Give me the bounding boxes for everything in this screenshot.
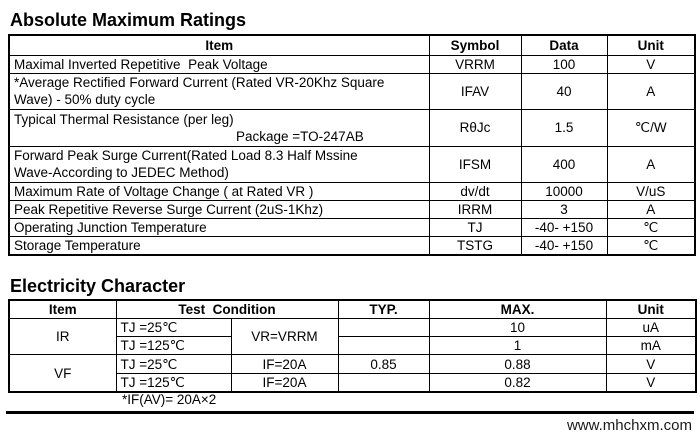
cell-typ <box>338 374 429 393</box>
cell-item: Maximal Inverted Repetitive Peak Voltage <box>9 55 429 73</box>
cell-data: -40- +150 <box>521 218 607 236</box>
section-title-electricity-character: Electricity Character <box>10 276 186 296</box>
cell-data: -40- +150 <box>521 236 607 255</box>
header-test-condition: Test Condition <box>116 300 338 319</box>
cell-symbol: TJ <box>429 218 521 236</box>
table-row <box>9 55 695 73</box>
table-row <box>9 200 695 218</box>
cell-condition-2: VR=VRRM <box>231 319 338 355</box>
cell-symbol: dv/dt <box>429 182 521 200</box>
table-row <box>9 319 696 337</box>
cell-max: 1 <box>429 337 606 355</box>
header-max: MAX. <box>429 300 606 319</box>
cell-symbol: RθJc <box>429 109 521 146</box>
table-row <box>9 355 696 374</box>
cell-unit: V <box>607 55 695 73</box>
header-unit: Unit <box>607 35 695 55</box>
cell-unit: mA <box>606 337 696 355</box>
cell-data: 1.5 <box>521 109 607 146</box>
electricity-character-table <box>8 299 697 393</box>
header-data: Data <box>521 35 607 55</box>
cell-symbol: TSTG <box>429 236 521 255</box>
cell-condition-1: TJ =125℃ <box>116 374 231 393</box>
table-row <box>9 236 695 255</box>
cell-unit: V <box>606 355 696 374</box>
cell-data: 10000 <box>521 182 607 200</box>
cell-item: Peak Repetitive Reverse Surge Current (2uS-1Khz) <box>9 200 429 218</box>
table-row <box>9 146 695 182</box>
cell-item: *Average Rectified Forward Current (Rated VR-20Khz Square Wave) - 50% duty cycle <box>9 73 429 109</box>
cell-unit: ℃ <box>607 218 695 236</box>
cell-symbol: IFAV <box>429 73 521 109</box>
cell-item: Maximum Rate of Voltage Change ( at Rated VR ) <box>9 182 429 200</box>
table-row <box>9 182 695 200</box>
cell-unit: V <box>606 374 696 393</box>
cell-unit: A <box>607 200 695 218</box>
table-row <box>9 218 695 236</box>
cell-condition-2: IF=20A <box>231 355 338 374</box>
cell-item: Storage Temperature <box>9 236 429 255</box>
section-title-absolute-maximum-ratings: Absolute Maximum Ratings <box>10 10 247 30</box>
cell-unit: ℃/W <box>607 109 695 146</box>
cell-typ: 0.85 <box>338 355 429 374</box>
cell-typ <box>338 319 429 337</box>
header-item: Item <box>9 35 429 55</box>
cell-symbol: VRRM <box>429 55 521 73</box>
footer-website-text: www.mhchxm.com <box>566 417 692 434</box>
cell-condition-1: TJ =25℃ <box>116 355 231 374</box>
cell-data: 40 <box>521 73 607 109</box>
table-header-row <box>9 300 696 319</box>
cell-unit: A <box>607 73 695 109</box>
cell-max: 0.82 <box>429 374 606 393</box>
footer-divider-line <box>6 411 694 414</box>
cell-item: IR <box>9 319 116 355</box>
table-header-row <box>9 35 695 55</box>
table-row <box>9 109 695 146</box>
cell-condition-1: TJ =125℃ <box>116 337 231 355</box>
header-item: Item <box>9 300 116 319</box>
cell-item: Typical Thermal Resistance (per leg) Package =TO-247AB <box>9 109 429 146</box>
cell-data: 100 <box>521 55 607 73</box>
cell-data: 400 <box>521 146 607 182</box>
absolute-maximum-ratings-table <box>8 34 696 256</box>
cell-condition-2: IF=20A <box>231 374 338 393</box>
table-row <box>9 73 695 109</box>
cell-max: 0.88 <box>429 355 606 374</box>
header-symbol: Symbol <box>429 35 521 55</box>
header-typ: TYP. <box>338 300 429 319</box>
header-unit: Unit <box>606 300 696 319</box>
cell-typ <box>338 337 429 355</box>
cell-condition-1: TJ =25℃ <box>116 319 231 337</box>
cell-unit: V/uS <box>607 182 695 200</box>
cell-data: 3 <box>521 200 607 218</box>
cell-unit: ℃ <box>607 236 695 255</box>
cell-item: Operating Junction Temperature <box>9 218 429 236</box>
cell-unit: uA <box>606 319 696 337</box>
cell-symbol: IFSM <box>429 146 521 182</box>
cell-max: 10 <box>429 319 606 337</box>
footnote-if-av: *IF(AV)= 20A×2 <box>122 392 217 407</box>
cell-item: VF <box>9 355 116 393</box>
cell-symbol: IRRM <box>429 200 521 218</box>
cell-unit: A <box>607 146 695 182</box>
cell-item: Forward Peak Surge Current(Rated Load 8.3 Half Mssine Wave-According to JEDEC Method) <box>9 146 429 182</box>
